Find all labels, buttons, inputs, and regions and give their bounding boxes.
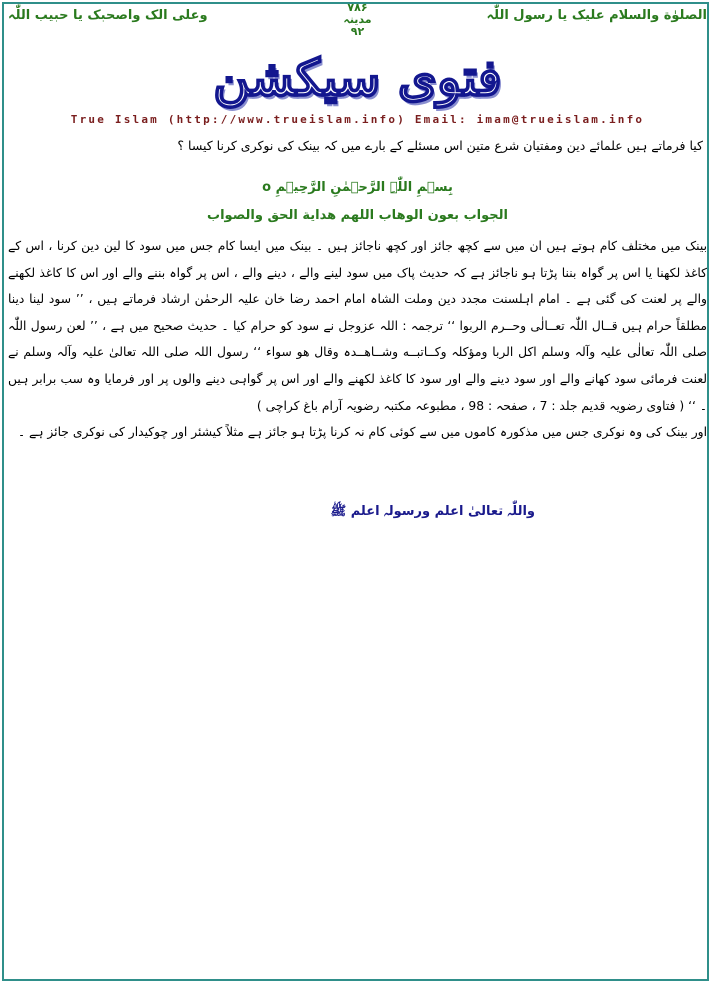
header-center-line-3: ۹۲	[350, 25, 365, 38]
closing-line	[0, 500, 715, 522]
answer-paragraph-2: اور بینک کی وہ نوکری جس میں مذکورہ کاموں میں سے کوئی کام نہ کرنا پڑتا ہو جائز ہے مثلاً کیشئر اور چوکیدار کی نوکری جائز ہے ۔	[17, 425, 707, 440]
question-text: کیا فرماتے ہیں علمائے دین ومفتیان شرع متین اس مسئلے کے بارے میں کہ بینک کی نوکری کرنا کیسا ؟	[177, 138, 703, 153]
page-title: فتوی سیکشن	[213, 48, 502, 107]
salutation-right: الصلوٰة والسلام علیک یا رسول اللّٰہ	[486, 8, 707, 23]
closing-text: واللّٰہ تعالیٰ اعلم ورسولہ اعلم ﷺ	[330, 504, 535, 519]
answer-heading: الجواب بعون الوھاب اللھم ھدایة الحق والصواب	[207, 208, 508, 223]
answer-body	[8, 233, 707, 446]
salutation-left: وعلی الک واصحبک یا حبیب اللّٰہ	[8, 8, 208, 23]
answer-paragraph-1: بینک میں مختلف کام ہوتے ہیں ان میں سے کچھ جائز اور کچھ ناجائز ہیں ۔ بینک میں ایسا کام جس میں سود کا لین دین کرنا ، اس کے کاغذ لکھنا یا اس پر گواہ بننا پڑتا ہو ناجائز ہے کہ حدیث پاک میں سود لینے والے ، دینے والے ، اس پر گواہ بننے والے اور اس کا کاغذ لکھنے والے پر لعنت کی گئی ہے ۔ امام اہلسنت مجدد دین وملت الشاہ امام احمد رضا خان علیہ الرحمٰن ارشاد فرماتے ہیں ، ’’ سود لینا دینا مطلقاً حرام ہیں قــال اللّٰہ تعــالٰی وحــرم الربوا ‘‘ ترجمہ : اللہ عزوجل نے سود کو حرام کیا ۔ حدیث صحیح میں ہے ، ’’ لعن رسول اللّٰہ صلی اللّٰہ تعالٰی علیہ وآلہ وسلم اکل الربا ومؤکلہ وکــاتبــه وشــاھــدہ وقال ھو سواء ‘‘ رسول اللہ صلی اللہ تعالیٰ علیہ وآلہ وسلم نے لعنت فرمائی سود کھانے والے اور سود دینے والے اور سود کا کاغذ لکھنے والے اور اس پر گواہی دینے والوں پر اور فرمایا وہ سب برابر ہیں ۔ ‘‘ ( فتاوی رضویہ قدیم جلد : 7 ، صفحہ : 98 ، مطبوعہ مکتبہ رضویہ آرام باغ کراچی )	[8, 239, 707, 413]
header-center-line-2: مدینہ	[343, 13, 372, 26]
header-center-line-1: ۷۸۶	[347, 1, 368, 14]
bismillah: بِسۡمِ اللّٰہِ الرَّحۡمٰنِ الرَّحِیۡمِ o	[262, 180, 453, 195]
site-contact-line: True Islam (http://www.trueislam.info) Email: imam@trueislam.info	[70, 113, 645, 126]
header-center-emblem	[320, 2, 395, 38]
